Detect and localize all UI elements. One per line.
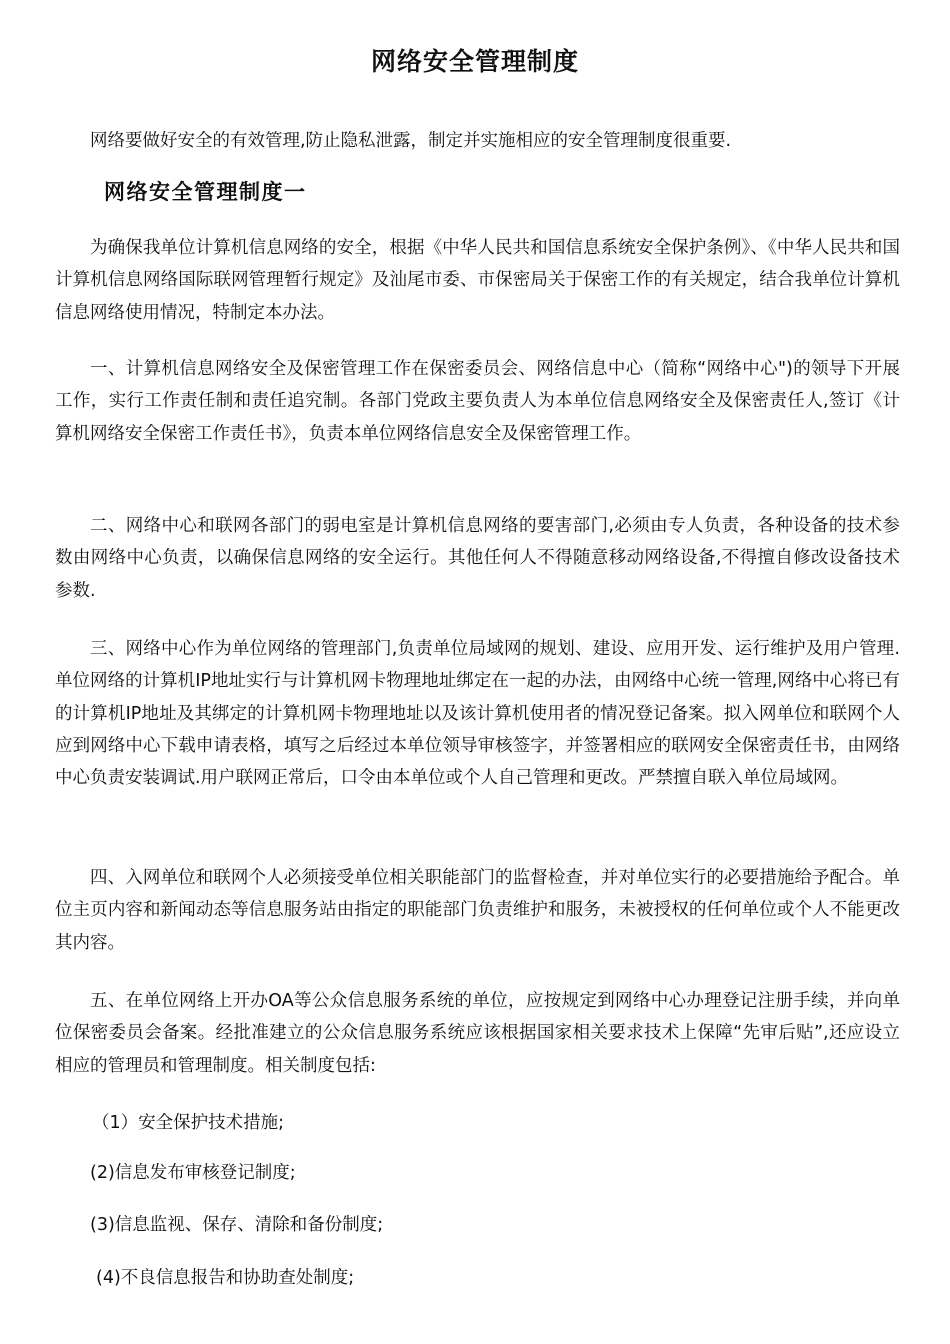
list-item: (4)不良信息报告和协助查处制度;: [96, 1268, 355, 1288]
section-heading: 网络安全管理制度一: [104, 180, 307, 204]
document-title: 网络安全管理制度: [370, 47, 579, 76]
intro-paragraph: 网络要做好安全的有效管理,防止隐私泄露，制定并实施相应的安全管理制度很重要.: [90, 131, 732, 151]
paragraph-article-1: 一、计算机信息网络安全及保密管理工作在保密委员会、网络信息中心（简称“网络中心")的领导下开展工作，实行工作责任制和责任追究制。各部门党政主要负责人为本单位信息网络安全及保密责任人,签订《计算机网络安全保密工作责任书》，负责本单位网络信息安全及保密管理工作。: [55, 359, 900, 444]
paragraph-article-5: 五、在单位网络上开办OA等公众信息服务系统的单位，应按规定到网络中心办理登记注册手续，并向单位保密委员会备案。经批准建立的公众信息服务系统应该根据国家相关要求技术上保障“先审后贴”,还应设立相应的管理员和管理制度。相关制度包括:: [55, 991, 900, 1076]
list-item: (2)信息发布审核登记制度;: [90, 1163, 296, 1183]
list-item: （1）安全保护技术措施;: [92, 1113, 285, 1133]
paragraph-preamble: 为确保我单位计算机信息网络的安全，根据《中华人民共和国信息系统安全保护条例》、《中华人民共和国计算机信息网络国际联网管理暂行规定》及汕尾市委、市保密局关于保密工作的有关规定，结合我单位计算机信息网络使用情况，特制定本办法。: [55, 238, 900, 323]
paragraph-article-4: 四、入网单位和联网个人必须接受单位相关职能部门的监督检查，并对单位实行的必要措施给予配合。单位主页内容和新闻动态等信息服务站由指定的职能部门负责维护和服务，未被授权的任何单位或个人不能更改其内容。: [55, 868, 900, 953]
paragraph-article-3: 三、网络中心作为单位网络的管理部门,负责单位局域网的规划、建设、应用开发、运行维护及用户管理.单位网络的计算机IP地址实行与计算机网卡物理地址绑定在一起的办法，由网络中心统一管理,网络中心将已有的计算机IP地址及其绑定的计算机网卡物理地址以及该计算机使用者的情况登记备案。拟入网单位和联网个人应到网络中心下载申请表格，填写之后经过本单位领导审核签字，并签署相应的联网安全保密责任书，由网络中心负责安装调试.用户联网正常后，口令由本单位或个人自己管理和更改。严禁擅自联入单位局域网。: [55, 639, 900, 789]
paragraph-article-2: 二、网络中心和联网各部门的弱电室是计算机信息网络的要害部门,必须由专人负责，各种设备的技术参数由网络中心负责，以确保信息网络的安全运行。其他任何人不得随意移动网络设备,不得擅自修改设备技术参数.: [55, 516, 900, 601]
list-item: (3)信息监视、保存、清除和备份制度;: [90, 1215, 384, 1235]
